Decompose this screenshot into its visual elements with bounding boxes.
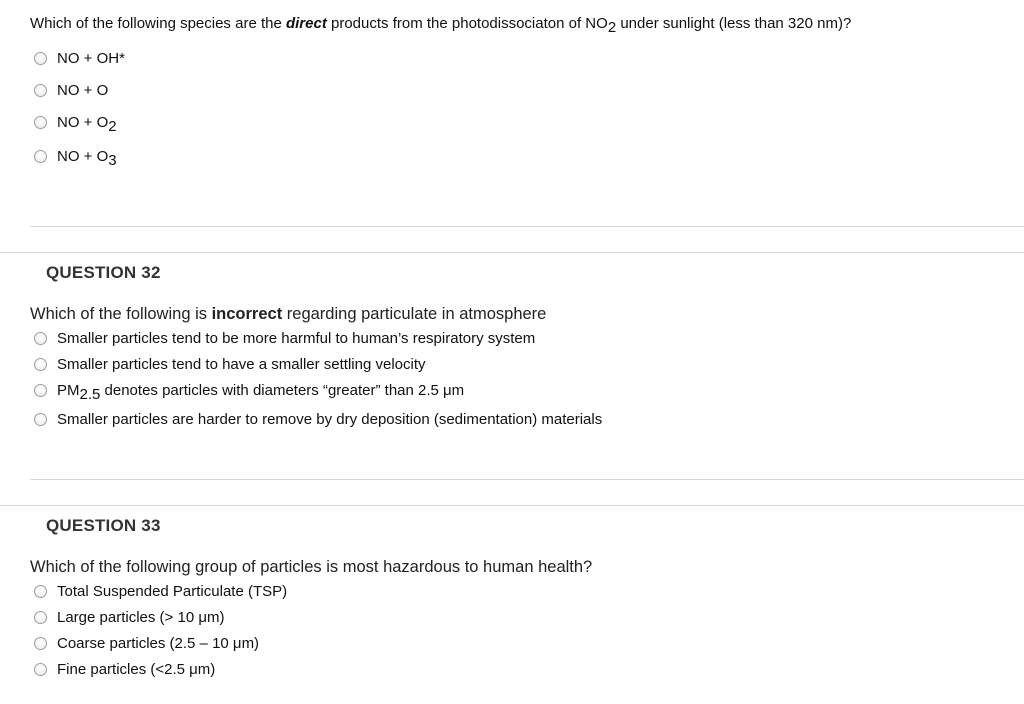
divider <box>30 479 1024 480</box>
question-32-title: QUESTION 32 <box>46 263 161 282</box>
prompt-emphasis: incorrect <box>211 305 283 323</box>
radio-button[interactable] <box>34 384 47 397</box>
divider <box>0 505 1024 506</box>
option-label: NO + O <box>57 82 109 99</box>
radio-button[interactable] <box>34 358 47 371</box>
option-label: NO + $O_2$ <box>57 114 117 135</box>
radio-button[interactable] <box>34 585 47 598</box>
q31-option-3[interactable] <box>34 114 117 135</box>
q33-option-4[interactable] <box>34 661 215 678</box>
question-33-title: QUESTION 33 <box>46 516 161 535</box>
radio-button[interactable] <box>34 116 47 129</box>
q32-option-3[interactable] <box>34 382 465 403</box>
option-label: Smaller particles tend to be more harmful to human’s respiratory system <box>57 330 536 347</box>
option-label: NO + OH* <box>57 50 125 67</box>
option-label: Fine particles (<2.5 μm) <box>57 661 216 678</box>
option-label: $PM_{2.5}$ denotes particles with diameters “greater” than 2.5 μm <box>57 382 465 403</box>
question-32-prompt: Which of the following is incorrect regarding particulate in atmosphere <box>30 305 547 323</box>
option-label: Large particles (> 10 μm) <box>57 609 225 626</box>
radio-button[interactable] <box>34 52 47 65</box>
question-31-prompt <box>30 15 852 36</box>
radio-button[interactable] <box>34 413 47 426</box>
divider <box>30 226 1024 227</box>
prompt-text: Which of the following species are the <box>30 15 286 32</box>
q31-option-1[interactable] <box>34 50 125 67</box>
radio-button[interactable] <box>34 663 47 676</box>
radio-button[interactable] <box>34 150 47 163</box>
option-label: Smaller particles tend to have a smaller settling velocity <box>57 356 426 373</box>
prompt-subscript: 2 <box>607 19 617 36</box>
option-label: Total Suspended Particulate (TSP) <box>57 583 288 600</box>
option-label: NO + $O_3$ <box>57 148 117 169</box>
q31-option-2[interactable] <box>34 82 108 99</box>
prompt-emphasis: direct <box>285 15 327 32</box>
radio-button[interactable] <box>34 332 47 345</box>
divider <box>0 252 1024 253</box>
radio-button[interactable] <box>34 611 47 624</box>
q32-option-1[interactable] <box>34 330 535 347</box>
q32-option-4[interactable] <box>34 411 602 428</box>
q33-option-1[interactable] <box>34 583 287 600</box>
radio-button[interactable] <box>34 637 47 650</box>
q33-option-2[interactable] <box>34 609 224 626</box>
radio-button[interactable] <box>34 84 47 97</box>
q33-option-3[interactable] <box>34 635 259 652</box>
prompt-text: products from the photodissociaton of NO <box>326 15 608 32</box>
option-label: Smaller particles are harder to remove by dry deposition (sedimentation) materials <box>57 411 603 428</box>
question-33-prompt: Which of the following group of particles is most hazardous to human health? <box>30 558 593 576</box>
q32-option-2[interactable] <box>34 356 426 373</box>
option-label: Coarse particles (2.5 – 10 μm) <box>57 635 260 652</box>
q31-option-4[interactable] <box>34 148 117 169</box>
prompt-text: under sunlight (less than 320 nm)? <box>616 15 852 32</box>
